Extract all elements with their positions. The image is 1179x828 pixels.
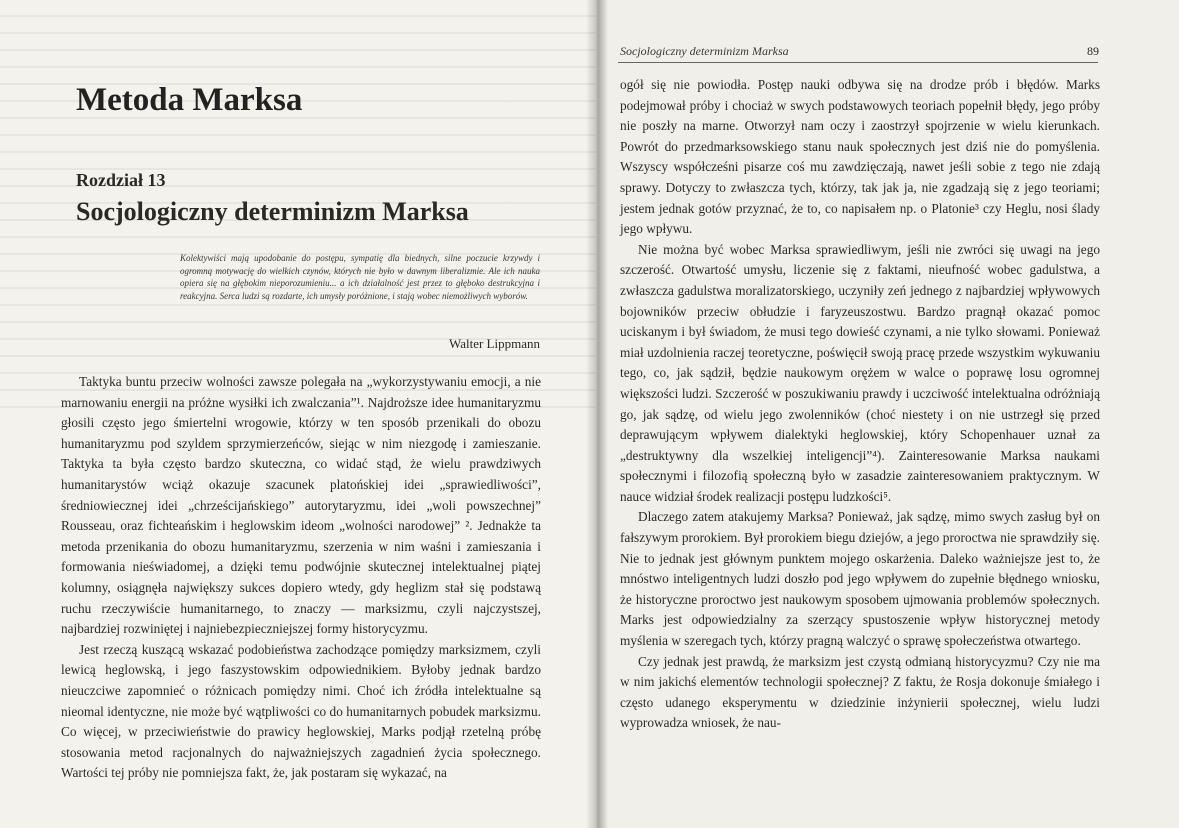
left-body-text <box>61 372 541 784</box>
right-page <box>596 0 1179 828</box>
paragraph: Taktyka buntu przeciw wolności zawsze polegała na „wykorzystywaniu emocji, a nie marnowaniu energii na próżne wysiłki ich zwalczania”¹. Najdroższe idee humanitaryzmu głosili często jego śmiertelni wrogowie, którzy w ten sposób przenikali do obozu humanitaryzmu pod szyldem sprzymierzeńców, siejąc w nim niezgodę i zamieszanie. Taktyka ta była często bardzo skuteczna, co widać stąd, że wielu prawdziwych humanitarystów wciąż okazuje szacunek platońskiej idei „sprawiedliwości”, średniowiecznej idei „chrześcijańskiego” autorytaryzmu, idei „woli powszechnej” Rousseau, oraz fichteańskim i heglowskim ideom „wolności narodowej” ². Jednakże ta metoda przenikania do obozu humanitaryzmu, szerzenia w nim waśni i zamieszania i formowania nieświadomej, a dzięki temu podwójnie skutecznej intelektualnej piątej kolumny, osiągnęła największy sukces dopiero wtedy, gdy heglizm stał się podstawą ruchu rzeczywiście humanitarnego, to znaczy — marksizmu, czyli najczystszej, najbardziej rozwiniętej i najniebezpieczniejszej formy historycyzmu. <box>61 374 541 637</box>
chapter-label: Rozdział 13 <box>76 170 166 190</box>
paragraph: Czy jednak jest prawdą, że marksizm jest czystą odmianą historycyzmu? Czy nie ma w nim jakichś elementów technologii społecznej? Z faktu, że Rosja dokonuje śmiałego i często udanego eksperymentu w dziedzinie inżynierii społecznej, wielu ludzi wyprowadza wniosek, że nau- <box>620 653 1100 731</box>
epigraph: Kolektywiści mają upodobanie do postępu, sympatię dla biednych, silne poczucie krzywdy i ogromną motywację do wielkich czynów, których nie było w dawnym liberalizmie. Ale ich nauka opiera się na głębokim nieporozumieniu... a ich działalność jest przez to głęboko destrukcyjna i reakcyjna. Serca ludzi są rozdarte, ich umysły poróżnione, i stają wobec niemożliwych wyborów. <box>180 253 540 301</box>
page-number: 89 <box>1087 44 1099 58</box>
book-gutter <box>586 0 608 828</box>
running-head: Socjologiczny determinizm Marksa <box>620 44 789 58</box>
paragraph: Jest rzeczą kuszącą wskazać podobieństwa zachodzące pomiędzy marksizmem, czyli lewicą heglowską, i jego faszystowskim odpowiednikiem. Byłoby jednak bardzo nieuczciwe zapomnieć o różnicach pomiędzy nimi. Choć ich źródła intelektualne są nieomal identyczne, nie może być wątpliwości co do humanitarnych pobudek marksizmu. Co więcej, w przeciwieństwie do prawicy heglowskiej, Marks podjął rzetelną próbę stosowania metod racjonalnych do najważniejszych zagadnień życia społecznego. Wartości tej próby nie pomniejsza fakt, że, jak postaram się wykazać, na <box>61 641 541 781</box>
right-body-text <box>620 75 1100 734</box>
header-rule <box>618 62 1098 63</box>
paragraph: ogół się nie powiodła. Postęp nauki odbywa się na drodze prób i błędów. Marks podejmował próby i chociaż w swych podstawowych teoriach popełnił błędy, jego próby nie poszły na marne. Otworzył nam oczy i zaostrzył spojrzenie w wielu kierunkach. Powrót do przedmarksowskiego stanu nauk społecznych jest dziś nie do pomyślenia. Wszyscy współcześni pisarze coś mu zawdzięczają, nawet jeśli sobie z tego nie zdają sprawy. Dotyczy to zwłaszcza tych, którzy, tak jak ja, nie zgadzają się z jego teoriami; jestem jednak gotów przyznać, że to, co napisałem np. o Platonie³ czy Heglu, nosi ślady jego wpływu. <box>620 77 1100 237</box>
paragraph: Dlaczego zatem atakujemy Marksa? Ponieważ, jak sądzę, mimo swych zasług był on fałszywym prorokiem. Był prorokiem biegu dziejów, a jego proroctwa nie sprawdziły się. Nie to jednak jest głównym punktem mojego oskarżenia. Daleko ważniejsze jest to, że mnóstwo inteligentnych ludzi doszło pod jego wpływem do zupełnie błędnego wniosku, że historyczne proroctwo jest naukowym sposobem ujmowania problemów społecznych. Marks jest odpowiedzialny za szerzący spustoszenie wpływ historycznej metody myślenia w szeregach tych, którzy pragną walczyć o sprawę społeczeństwa otwartego. <box>620 509 1100 649</box>
book-title: Metoda Marksa <box>76 82 303 118</box>
epigraph-author: Walter Lippmann <box>448 336 540 351</box>
paragraph: Nie można być wobec Marksa sprawiedliwym, jeśli nie zwróci się uwagi na jego szczerość. Otwartość umysłu, liczenie się z faktami, nieufność wobec gadulstwa, a zwłaszcza gadulstwa moralizatorskiego, uczyniły zeń jednego z najbardziej wpływowych bojowników przeciw obłudzie i faryzeuszostwu. Bardzo pragnął okazać pomoc uciskanym i był świadom, że musi tego dowieść czynami, a nie tylko słowami. Ponieważ miał uzdolnienia raczej teoretyczne, poświęcił swoją pracę przede wszystkim wykuwaniu tego, co, jak sądził, będzie naukowym orężem w walce o poprawę losu ogromnej większości ludzi. Szczerość w poszukiwaniu prawdy i uczciwość intelektualna odróżniają go, jak sądzę, od wielu jego zwolenników (choć niestety i on nie ustrzegł się przed deprawującym wpływem dialektyki heglowskiej, który Schopenhauer uznał za „destruktywny dla wszelkiej inteligencji”⁴). Zainteresowanie Marksa naukami społecznymi i filozofią społeczną było w zasadzie zainteresowaniem praktycznym. W nauce widział środek realizacji postępu ludzkości⁵. <box>620 241 1100 504</box>
chapter-title: Socjologiczny determinizm Marksa <box>76 197 469 226</box>
